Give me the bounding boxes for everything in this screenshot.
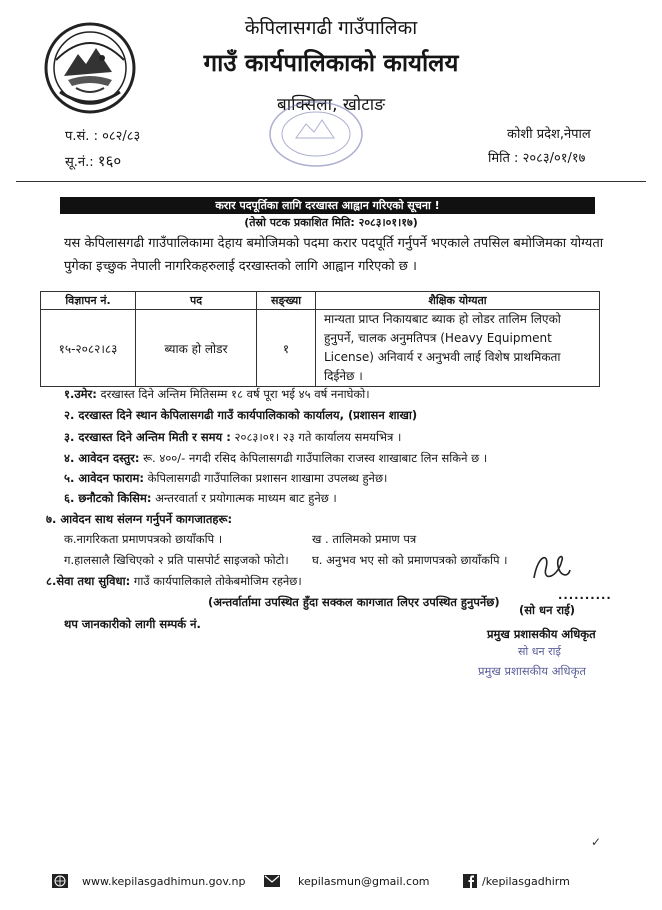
municipality-name: केपिलासगढी गाउँपालिका (244, 17, 418, 39)
check-mark: ✓ (591, 835, 602, 849)
signer-title: प्रमुख प्रशासकीय अधिकृत (487, 627, 596, 641)
table-header-row (41, 292, 600, 310)
office-seal-stamp (266, 98, 366, 170)
header-divider (16, 181, 646, 182)
table-row (41, 310, 600, 387)
col-qualification: शैक्षिक योग्यता (316, 292, 600, 310)
mail-icon (264, 874, 280, 888)
reference-number: सू.नं.: १६० (65, 152, 122, 170)
item-facility: ८.सेवा तथा सुविधा: गाउँ कार्यपालिकाले तोकेबमोजिम रहनेछ। (46, 574, 302, 588)
item-place: २. दरखास्त दिने स्थान केपिलासगढी गाउँ कार्यपालिकाको कार्यालय, (प्रशासन शाखा) (64, 408, 418, 422)
doc-training: ख . तालिमको प्रमाण पत्र (312, 532, 417, 546)
interview-note: (अन्तर्वार्तामा उपस्थित हुँदा सक्कल कागजात लिएर उपस्थित हुनुपर्नेछ) (208, 595, 500, 609)
item-fee: ४. आवेदन दस्तुर: रू. ४००/- नगदी रसिद केपिलासगढी गाउँपालिका राजस्व शाखाबाट लिन सकिने छ । (64, 451, 488, 465)
col-count: सङ्ख्या (257, 292, 316, 310)
vacancy-table (40, 291, 600, 387)
office-location: बाक्सिला, खोटाङ (276, 95, 385, 115)
item-method: ६. छनौटको किसिम: अन्तरवार्ता र प्रयोगात्मक माध्यम बाट हुनेछ । (64, 491, 337, 505)
signature-dots: .......... (558, 588, 612, 602)
item-documents-heading: ७. आवेदन साथ संलग्न गर्नुपर्ने कागजातहरू: (46, 512, 233, 526)
item-age: १.उमेर: दरखास्त दिने अन्तिम मितिसम्म १८ वर्ष पूरा भई ४५ वर्ष ननाघेको। (64, 387, 370, 401)
doc-experience: घ. अनुभव भए सो को प्रमाणपत्रको छायाँकपि । (312, 553, 508, 567)
signer-name: (सो धन राई) (519, 603, 576, 617)
office-name: गाउँ कार्यपालिकाको कार्यालय (203, 49, 459, 77)
cell-count: १ (257, 310, 316, 387)
stamp-title: प्रमुख प्रशासकीय अधिकृत (478, 664, 586, 678)
item-deadline: ३. दरखास्त दिने अन्तिम मिती र समय : २०८३।०१। २३ गते कार्यालय समयभित्र । (64, 430, 402, 444)
footer-facebook[interactable]: /kepilasgadhirm (482, 875, 570, 888)
province-name: कोशी प्रदेश,नेपाल (507, 127, 591, 142)
footer-email[interactable]: kepilasmun@gmail.com (298, 875, 430, 888)
col-ad-number: विज्ञापन नं. (41, 292, 136, 310)
contact-line: थप जानकारीको लागी सम्पर्क नं. (64, 617, 201, 631)
notice-body: यस केपिलासगढी गाउँपालिकामा देहाय बमोजिमको पदमा करार पदपूर्ति गर्नुपर्ने भएकाले तपसिल बमोजिमका योग्यता पुगेका इच्छुक नेपाली नागरिकहरुलाई दरखास्तको लागि आह्वान गरिएको छ । (64, 236, 604, 274)
cell-ad-number: १५-२०८२।८३ (41, 310, 136, 387)
footer-website[interactable]: www.kepilasgadhimun.gov.np (82, 875, 246, 888)
item-form: ५. आवेदन फाराम: केपिलासगढी गाउँपालिका प्रशासन शाखामा उपलब्ध हुनेछ। (64, 471, 388, 485)
signature-scribble (528, 548, 574, 588)
fiscal-year: प.सं. : ०८२/८३ (65, 129, 141, 144)
cell-qualification: मान्यता प्राप्त निकायबाट ब्याक हो लोडर तालिम लिएको हुनुपर्ने, चालक अनुमतिपत्र (Heavy Equipment License) अनिवार्य र अनुभवी लाई विशेष प्राथमिकता दिईनेछ । (316, 310, 600, 387)
facebook-icon (462, 874, 478, 888)
notice-title-bar: करार पदपूर्तिका लागि दरखास्त आह्वान गरिएको सूचना ! (60, 197, 595, 214)
signature-stamp (518, 641, 608, 663)
doc-photo: ग.हालसालै खिचिएको २ प्रति पासपोर्ट साइजको फोटो। (64, 553, 289, 567)
globe-icon (52, 874, 68, 888)
republish-date: (तेस्रो पटक प्रकाशित मिति: २०८३।०१।१७) (244, 216, 418, 229)
col-post: पद (136, 292, 257, 310)
doc-citizenship: क.नागरिकता प्रमाणपत्रको छायाँकपि । (64, 532, 223, 546)
cell-post: ब्याक हो लोडर (136, 310, 257, 387)
stamp-name: सो धन राई (518, 645, 561, 658)
notice-date: मिति : २०८३/०१/१७ (488, 151, 586, 166)
